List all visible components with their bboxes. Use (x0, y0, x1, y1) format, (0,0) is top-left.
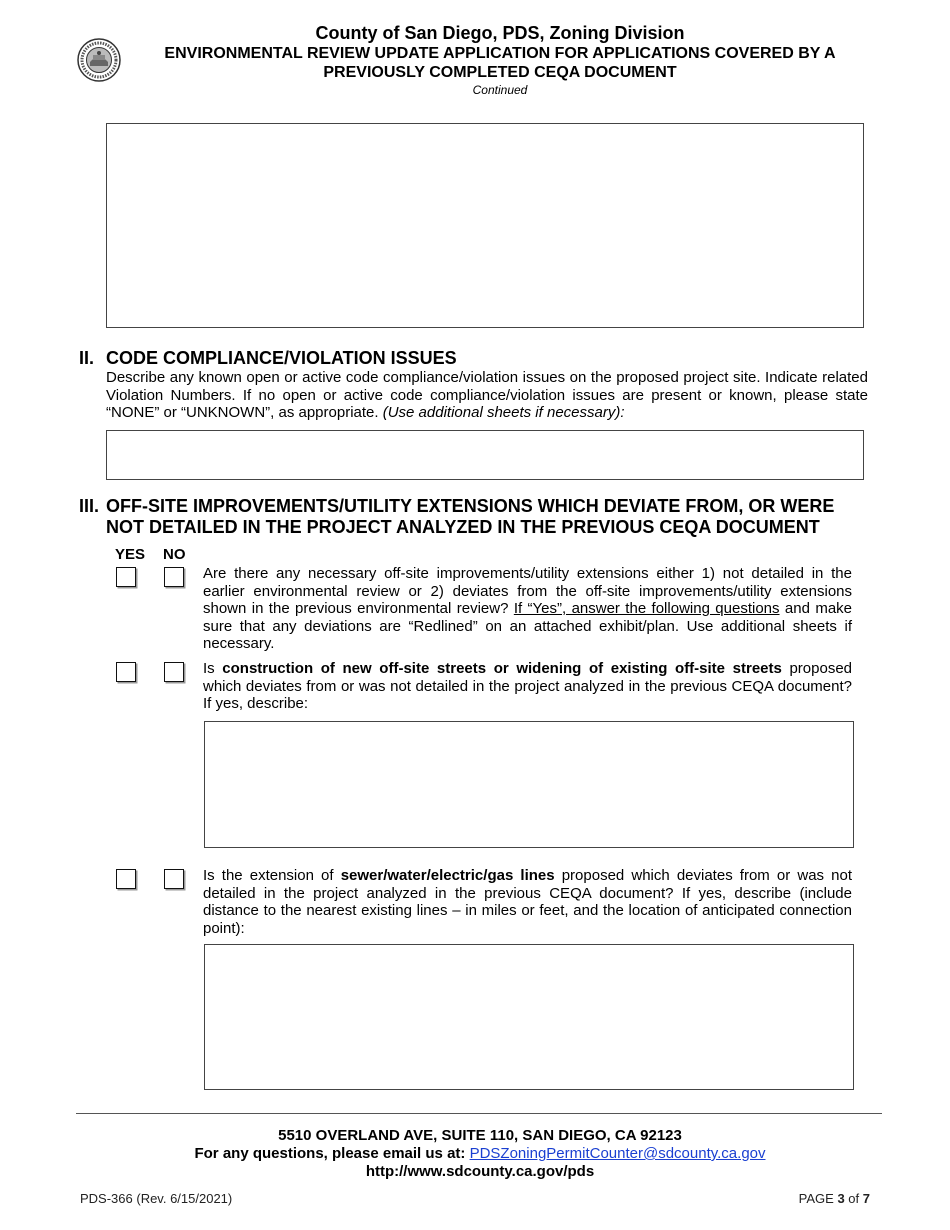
q3-text-a: Is the extension of (203, 867, 341, 884)
q2-no-checkbox[interactable] (164, 662, 184, 682)
header-title-line2: PREVIOUSLY COMPLETED CEQA DOCUMENT (323, 64, 677, 81)
footer-url: http://www.sdcounty.ca.gov/pds (365, 1163, 595, 1180)
header-agency: County of San Diego, PDS, Zoning Division (315, 23, 685, 43)
q1-text-b: and make sure that any deviations are “Redlined” on an attached exhibit/plan. Use additional sheets if necessary. (203, 600, 852, 652)
code-compliance-field[interactable] (106, 430, 864, 480)
footer-divider (76, 1113, 882, 1114)
q3-text-b: proposed which deviates from or was not detailed in the project analyzed in the previous CEQA document? If yes, describe (include distance to the nearest existing lines – in miles or feet, and the location of anticipated connection point): (203, 867, 852, 937)
section-2-number: II. (79, 348, 95, 368)
no-column-header: NO (163, 546, 186, 563)
footer-contact (100, 1145, 860, 1163)
footer-email-prefix: For any questions, please email us at: (194, 1145, 470, 1162)
section-2-text-italic: (Use additional sheets if necessary): (382, 404, 625, 421)
section-2-instructions (106, 369, 868, 422)
q1-no-checkbox[interactable] (164, 567, 184, 587)
q3-description-field[interactable] (204, 944, 854, 1090)
page-total: 7 (862, 1191, 870, 1206)
q2-question (203, 660, 852, 713)
q3-question (203, 867, 852, 937)
page-number (760, 1191, 870, 1207)
form-id: PDS-366 (Rev. 6/15/2021) (80, 1191, 233, 1206)
header-continued: Continued (472, 83, 528, 97)
yes-column-header: YES (115, 546, 146, 563)
q3-text-bold: sewer/water/electric/gas lines (340, 867, 555, 884)
q3-yes-checkbox[interactable] (116, 869, 136, 889)
q2-text-bold: construction of new off-site streets or widening of existing off-site streets (222, 660, 782, 677)
q1-text-a: Are there any necessary off-site improvements/utility extensions either 1) not detailed in the earlier environmental review or 2) deviates from the off-site improvements/utility extensions shown in the previous environmental review? (203, 565, 852, 617)
q3-no-checkbox[interactable] (164, 869, 184, 889)
section-2-text: Describe any known open or active code compliance/violation issues on the proposed project site. Indicate related Violation Numbers. If no open or active code compliance/violation issues are present or known, please state “NONE” or “UNKNOWN”, as appropriate. (106, 369, 868, 421)
section-2-title: CODE COMPLIANCE/VIOLATION ISSUES (106, 348, 457, 368)
section-3-title-line1: OFF-SITE IMPROVEMENTS/UTILITY EXTENSIONS WHICH DEVIATE FROM, OR WERE (106, 496, 835, 516)
q1-text-underline: If “Yes”, answer the following questions (513, 600, 780, 617)
q2-yes-checkbox[interactable] (116, 662, 136, 682)
page-current: 3 (837, 1191, 845, 1206)
q2-text-a: Is (203, 660, 223, 677)
q1-question (203, 565, 852, 653)
q1-yes-checkbox[interactable] (116, 567, 136, 587)
page-prefix: PAGE (798, 1191, 838, 1206)
page-of: of (844, 1191, 863, 1206)
section-3-number: III. (79, 496, 100, 516)
footer-email-link[interactable]: PDSZoningPermitCounter@sdcounty.ca.gov (469, 1145, 766, 1162)
q2-description-field[interactable] (204, 721, 854, 848)
section-3-title-line2: NOT DETAILED IN THE PROJECT ANALYZED IN THE PREVIOUS CEQA DOCUMENT (106, 517, 820, 537)
q2-text-b: proposed which deviates from or was not detailed in the project analyzed in the previous CEQA document? If yes, describe: (203, 660, 853, 712)
continued-description-box[interactable] (106, 123, 864, 328)
header-title-line1: ENVIRONMENTAL REVIEW UPDATE APPLICATION FOR APPLICATIONS COVERED BY A (164, 45, 836, 62)
footer-address: 5510 OVERLAND AVE, SUITE 110, SAN DIEGO, CA 92123 (278, 1127, 682, 1144)
